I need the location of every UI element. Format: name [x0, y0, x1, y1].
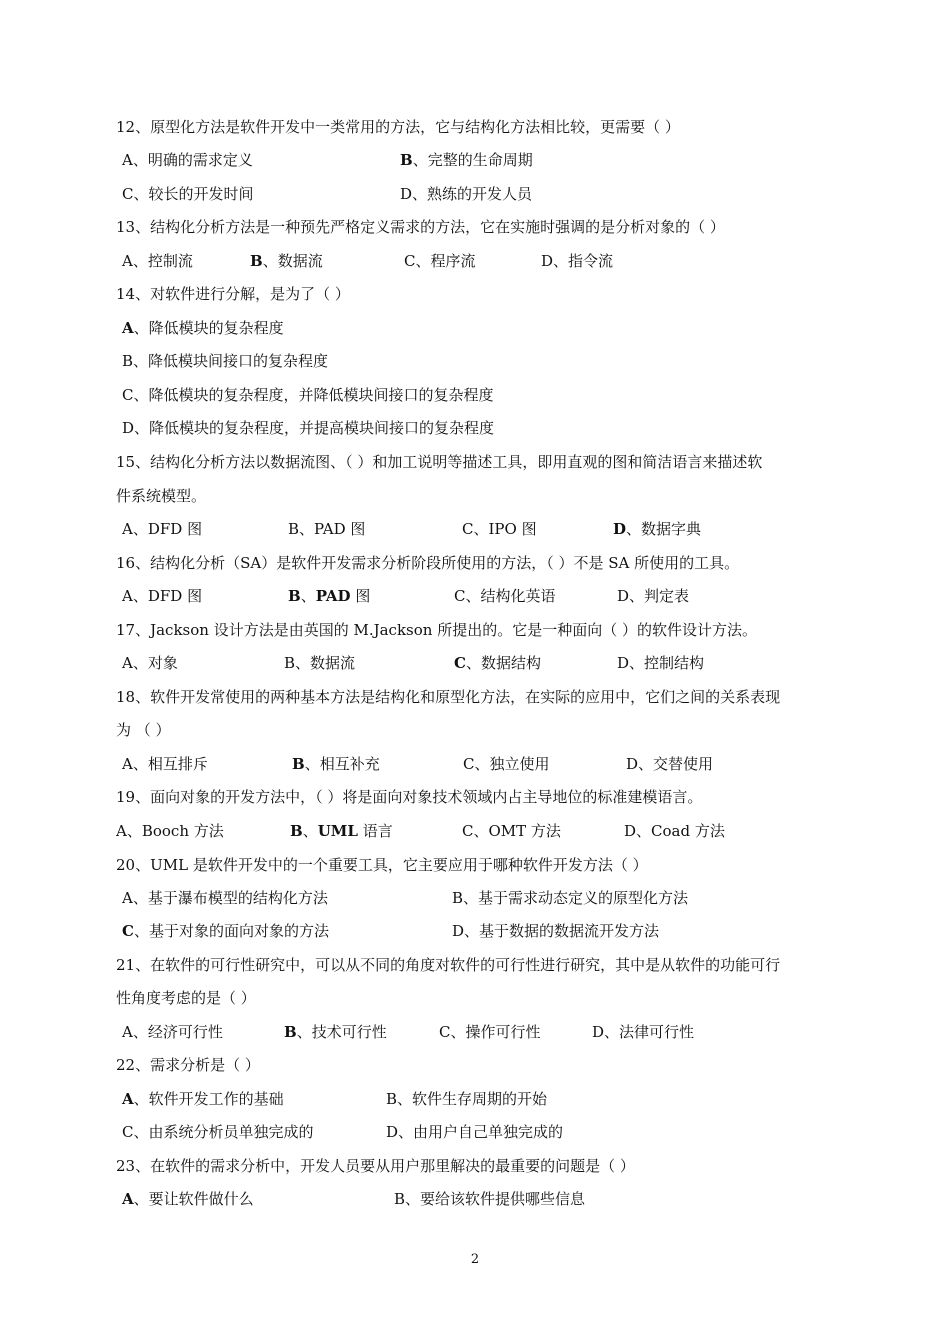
- question-18-stem: 18、软件开发常使用的两种基本方法是结构化和原型化方法，在实际的应用中，它们之间的关系表现: [116, 688, 781, 706]
- option-letter: C: [122, 1123, 134, 1141]
- option-letter: D: [592, 1023, 605, 1041]
- option-letter: D: [624, 822, 637, 840]
- option-text: 、OMT 方法: [473, 822, 561, 840]
- question-13-option-d: [541, 251, 613, 271]
- question-15-option-b: [288, 519, 365, 539]
- question-21-option-d: [592, 1022, 694, 1042]
- option-letter: A: [122, 1023, 133, 1041]
- question-19-option-d: [624, 821, 725, 841]
- option-text: 、熟练的开发人员: [412, 185, 533, 203]
- option-text: 、基于数据的数据流开发方法: [464, 922, 660, 940]
- option-text: 、IPO 图: [473, 520, 537, 538]
- option-text: 、由用户自己单独完成的: [398, 1123, 564, 1141]
- question-20-option-b: [452, 888, 688, 908]
- question-15-stem: 15、结构化分析方法以数据流图、（ ）和加工说明等描述工具，即用直观的图和简洁语言来描述软: [116, 453, 763, 471]
- option-text: 、数据字典: [626, 520, 702, 538]
- option-text: 、结构化英语: [465, 587, 556, 605]
- option-text: 、明确的需求定义: [132, 151, 253, 169]
- question-13-option-c: [404, 251, 476, 271]
- question-18-option-d: [626, 754, 713, 774]
- question-16-option-c: [454, 586, 556, 606]
- option-letter: D: [617, 654, 630, 672]
- question-12-option-c: [122, 184, 254, 204]
- option-text: 、DFD 图: [132, 587, 203, 605]
- option-text: 、交替使用: [638, 755, 714, 773]
- question-17-option-a: [122, 653, 178, 673]
- option-letter: D: [122, 419, 135, 437]
- question-20-option-c: [122, 921, 329, 941]
- question-12-stem: 12、原型化方法是软件开发中一类常用的方法，它与结构化方法相比较，更需要（ ）: [116, 118, 680, 136]
- question-22-option-a: [122, 1089, 284, 1109]
- question-12-option-a: [122, 150, 253, 170]
- question-15-option-a: [122, 519, 202, 539]
- option-text: 、软件生存周期的开始: [397, 1090, 548, 1108]
- option-letter: C: [454, 654, 466, 672]
- option-letter: C: [122, 386, 134, 404]
- question-12-option-b: [400, 150, 533, 170]
- option-text: 、完整的生命周期: [412, 151, 533, 169]
- option-letter: A: [116, 822, 127, 840]
- option-text: 、对象: [132, 654, 178, 672]
- option-letter: A: [122, 520, 133, 538]
- option-text: 、降低模块的复杂程度，并降低模块间接口的复杂程度: [133, 386, 494, 404]
- option-letter: A: [122, 755, 133, 773]
- question-15-option-d: [613, 519, 701, 539]
- question-19-stem: 19、面向对象的开发方法中，（ ）将是面向对象技术领域内占主导地位的标准建模语言。: [116, 788, 703, 806]
- option-letter: B: [292, 755, 305, 773]
- option-text: 、基于瀑布模型的结构化方法: [132, 889, 328, 907]
- option-letter: B: [284, 1023, 297, 1041]
- question-16-option-b: [288, 586, 370, 606]
- option-letter: B: [122, 352, 134, 370]
- question-14-option-d: [122, 418, 494, 438]
- question-22-option-d: [386, 1122, 563, 1142]
- option-letter: D: [617, 587, 630, 605]
- question-22-option-c: [122, 1122, 314, 1142]
- option-text: 、PAD 图: [299, 520, 366, 538]
- option-text: 、基于对象的面向对象的方法: [133, 922, 329, 940]
- question-23-option-b: [394, 1189, 585, 1209]
- option-letter: C: [122, 185, 134, 203]
- question-18-stem: 为 （ ）: [116, 721, 171, 739]
- option-letter: C: [122, 922, 134, 940]
- option-letter: A: [122, 1090, 134, 1108]
- option-letter: B: [284, 654, 296, 672]
- option-text: 、要给该软件提供哪些信息: [405, 1190, 586, 1208]
- option-text: 、数据流: [295, 654, 356, 672]
- option-letter: A: [122, 151, 133, 169]
- option-text: 、相互补充: [304, 755, 380, 773]
- question-23-option-a: [122, 1189, 254, 1209]
- question-15-option-c: [462, 519, 537, 539]
- question-16-option-d: [617, 586, 689, 606]
- option-letter: C: [439, 1023, 451, 1041]
- question-19-option-a: [116, 821, 224, 841]
- question-14-stem: 14、对软件进行分解，是为了（ ）: [116, 285, 350, 303]
- question-19-option-c: [462, 821, 561, 841]
- question-17-stem: 17、Jackson 设计方法是由英国的 M.Jackson 所提出的。它是一种面向（ ）的软件设计方法。: [116, 621, 757, 639]
- option-text: 、数据结构: [465, 654, 541, 672]
- question-18-option-c: [463, 754, 550, 774]
- question-16-stem: 16、结构化分析（SA）是软件开发需求分析阶段所使用的方法，（ ）不是 SA 所使用的工具。: [116, 554, 740, 572]
- question-23-stem: 23、在软件的需求分析中，开发人员要从用户那里解决的最重要的问题是（ ）: [116, 1157, 635, 1175]
- option-text: 、法律可行性: [604, 1023, 695, 1041]
- question-15-stem: 件系统模型。: [116, 487, 207, 505]
- option-text: 、控制结构: [629, 654, 705, 672]
- option-letter: A: [122, 252, 133, 270]
- question-21-option-c: [439, 1022, 541, 1042]
- option-text: 、要让软件做什么: [133, 1190, 254, 1208]
- option-letter: C: [454, 587, 466, 605]
- question-17-option-c: [454, 653, 541, 673]
- option-text: 、降低模块的复杂程度: [133, 319, 284, 337]
- option-text: 、数据流: [262, 252, 323, 270]
- option-letter: A: [122, 319, 134, 337]
- option-letter: D: [541, 252, 554, 270]
- question-20-option-d: [452, 921, 659, 941]
- option-text: 、独立使用: [474, 755, 550, 773]
- question-18-option-b: [292, 754, 380, 774]
- option-text: 、降低模块间接口的复杂程度: [133, 352, 329, 370]
- option-letter: B: [400, 151, 413, 169]
- question-18-option-a: [122, 754, 208, 774]
- question-13-option-a: [122, 251, 193, 271]
- option-letter: B: [452, 889, 464, 907]
- question-16-option-a: [122, 586, 202, 606]
- question-21-stem: 21、在软件的可行性研究中，可以从不同的角度对软件的可行性进行研究，其中是从软件的功能可行: [116, 956, 781, 974]
- question-14-option-b: [122, 351, 328, 371]
- page-number: 2: [470, 1252, 480, 1267]
- option-letter: A: [122, 654, 133, 672]
- question-20-option-a: [122, 888, 328, 908]
- option-text: 、较长的开发时间: [133, 185, 254, 203]
- option-letter: C: [404, 252, 416, 270]
- option-text: 、由系统分析员单独完成的: [133, 1123, 314, 1141]
- question-12-option-d: [400, 184, 532, 204]
- option-text: 、降低模块的复杂程度，并提高模块间接口的复杂程度: [134, 419, 495, 437]
- question-14-option-c: [122, 385, 494, 405]
- option-letter: D: [400, 185, 413, 203]
- question-20-stem: 20、UML 是软件开发中的一个重要工具，它主要应用于哪种软件开发方法（ ）: [116, 856, 648, 874]
- question-21-option-a: [122, 1022, 223, 1042]
- question-14-option-a: [122, 318, 284, 338]
- question-19-option-b: [290, 821, 393, 841]
- option-text: 、UML 语言: [302, 822, 393, 840]
- question-22-stem: 22、需求分析是（ ）: [116, 1056, 260, 1074]
- option-letter: A: [122, 1190, 134, 1208]
- option-letter: D: [613, 520, 627, 538]
- question-13-stem: 13、结构化分析方法是一种预先严格定义需求的方法，它在实施时强调的是分析对象的（ ）: [116, 218, 725, 236]
- option-letter: B: [290, 822, 303, 840]
- option-text: 、Booch 方法: [126, 822, 224, 840]
- option-letter: C: [462, 822, 474, 840]
- option-text: 、判定表: [629, 587, 690, 605]
- option-text: 、基于需求动态定义的原型化方法: [463, 889, 689, 907]
- option-text: 、技术可行性: [296, 1023, 387, 1041]
- question-21-option-b: [284, 1022, 387, 1042]
- option-letter: D: [626, 755, 639, 773]
- question-21-stem: 性角度考虑的是（ ）: [116, 989, 256, 1007]
- option-text: 、PAD 图: [300, 587, 371, 605]
- question-22-option-b: [386, 1089, 547, 1109]
- option-text: 、相互排斥: [132, 755, 208, 773]
- option-text: 、操作可行性: [450, 1023, 541, 1041]
- question-17-option-d: [617, 653, 704, 673]
- option-text: 、控制流: [132, 252, 193, 270]
- option-text: 、程序流: [415, 252, 476, 270]
- option-text: 、指令流: [553, 252, 614, 270]
- option-letter: D: [452, 922, 465, 940]
- option-letter: B: [288, 520, 300, 538]
- option-text: 、经济可行性: [132, 1023, 223, 1041]
- option-letter: C: [463, 755, 475, 773]
- option-letter: B: [386, 1090, 398, 1108]
- option-letter: A: [122, 889, 133, 907]
- option-letter: B: [394, 1190, 406, 1208]
- question-17-option-b: [284, 653, 355, 673]
- option-text: 、DFD 图: [132, 520, 203, 538]
- option-letter: C: [462, 520, 474, 538]
- option-letter: B: [288, 587, 301, 605]
- option-text: 、软件开发工作的基础: [133, 1090, 284, 1108]
- question-13-option-b: [250, 251, 323, 271]
- option-letter: B: [250, 252, 263, 270]
- option-letter: D: [386, 1123, 399, 1141]
- option-text: 、Coad 方法: [636, 822, 725, 840]
- option-letter: A: [122, 587, 133, 605]
